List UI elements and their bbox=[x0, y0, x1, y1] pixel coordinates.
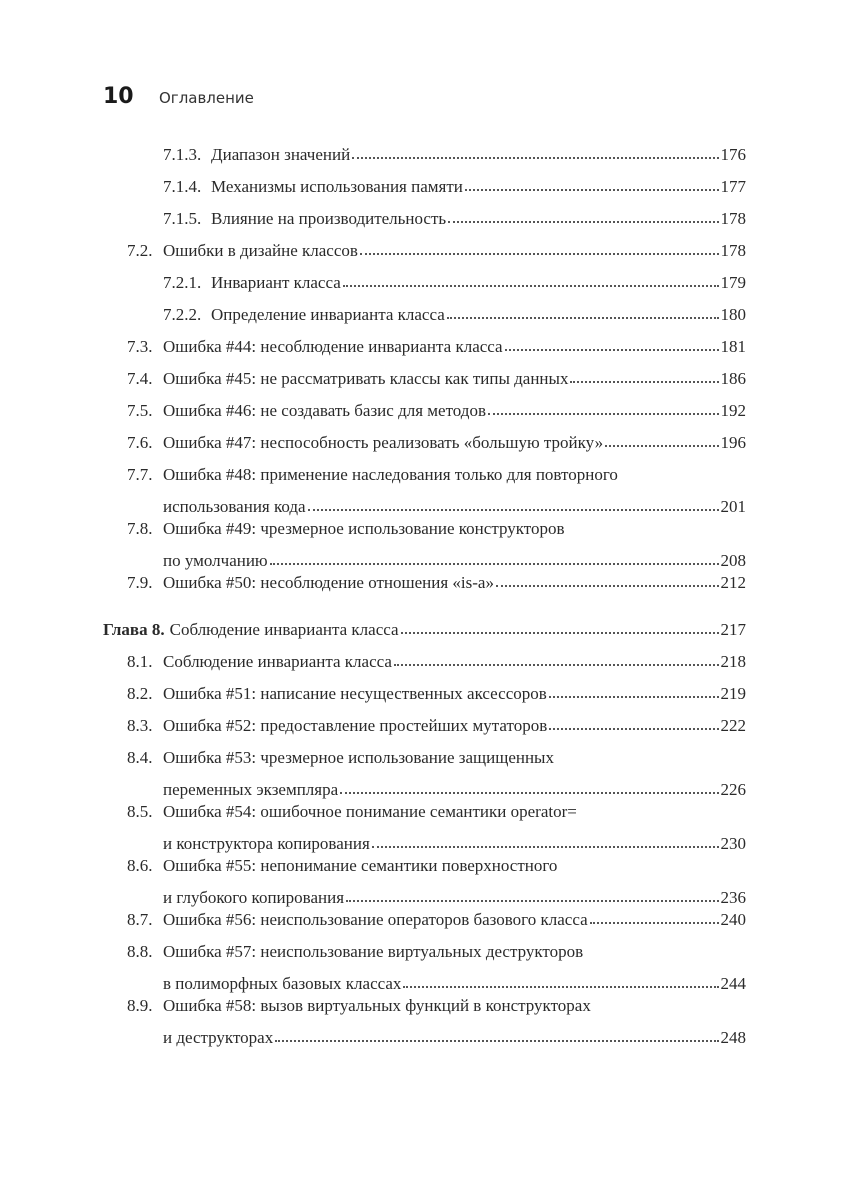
page-reference: 244 bbox=[720, 974, 746, 993]
page-reference: 218 bbox=[720, 652, 746, 671]
entry-title: Ошибка #53: чрезмерное использование защищенных bbox=[163, 748, 554, 767]
entry-title: Инвариант класса bbox=[211, 273, 341, 292]
chapter-label: Глава 8. bbox=[103, 620, 165, 639]
dot-leader bbox=[308, 500, 719, 512]
toc-entry[interactable] bbox=[103, 368, 746, 390]
entry-title: Соблюдение инварианта класса bbox=[163, 652, 392, 671]
entry-title: Ошибка #52: предоставление простейших мутаторов bbox=[163, 716, 548, 735]
section-number: 7.8. bbox=[127, 519, 153, 538]
entry-title: Соблюдение инварианта класса bbox=[169, 620, 399, 639]
entry-title: и конструктора копирования bbox=[163, 834, 370, 853]
dot-leader bbox=[447, 308, 719, 320]
toc-entry[interactable] bbox=[103, 208, 746, 230]
section-number: 7.7. bbox=[127, 465, 153, 484]
toc-entry[interactable] bbox=[103, 715, 746, 737]
page-reference: 236 bbox=[720, 888, 746, 907]
page-reference: 201 bbox=[720, 497, 746, 516]
dot-leader bbox=[346, 891, 718, 903]
toc-entry[interactable] bbox=[103, 304, 746, 326]
entry-title: Определение инварианта класса bbox=[211, 305, 445, 324]
section-number: 8.2. bbox=[127, 684, 153, 703]
page-reference: 178 bbox=[720, 241, 746, 260]
section-number: 7.5. bbox=[127, 401, 153, 420]
dot-leader bbox=[394, 655, 719, 667]
dot-leader bbox=[403, 977, 718, 989]
section-number: 7.9. bbox=[127, 573, 153, 592]
entry-title: Влияние на производительность bbox=[211, 209, 447, 228]
entry-title: Ошибка #57: неиспользование виртуальных деструкторов bbox=[163, 942, 584, 961]
dot-leader bbox=[352, 148, 718, 160]
page-reference: 248 bbox=[720, 1028, 746, 1047]
entry-title: Ошибка #44: несоблюдение инварианта класса bbox=[163, 337, 503, 356]
section-number: 8.1. bbox=[127, 652, 153, 671]
dot-leader bbox=[570, 372, 718, 384]
dot-leader bbox=[401, 623, 719, 635]
dot-leader bbox=[448, 212, 718, 224]
page-reference: 196 bbox=[720, 433, 746, 452]
toc-entry[interactable] bbox=[103, 432, 746, 454]
section-number: 8.6. bbox=[127, 856, 153, 875]
toc-entry[interactable] bbox=[103, 747, 746, 801]
section-number: 7.2. bbox=[127, 241, 153, 260]
page-reference: 186 bbox=[720, 369, 746, 388]
entry-title: Ошибка #46: не создавать базис для методов bbox=[163, 401, 486, 420]
page-reference: 222 bbox=[720, 716, 746, 735]
section-number: 7.2.1. bbox=[163, 273, 202, 292]
dot-leader bbox=[605, 436, 718, 448]
entry-title: Ошибка #48: применение наследования только для повторного bbox=[163, 465, 618, 484]
section-number: 7.2.2. bbox=[163, 305, 202, 324]
dot-leader bbox=[465, 180, 719, 192]
page-reference: 180 bbox=[720, 305, 746, 324]
entry-title: и деструкторах bbox=[163, 1028, 274, 1047]
entry-title: Ошибка #49: чрезмерное использование конструкторов bbox=[163, 519, 565, 538]
entry-title: переменных экземпляра bbox=[163, 780, 339, 799]
entry-title: Ошибка #58: вызов виртуальных функций в конструкторах bbox=[163, 996, 591, 1015]
section-number: 7.3. bbox=[127, 337, 153, 356]
toc-entry[interactable] bbox=[103, 855, 746, 909]
toc-entry[interactable] bbox=[103, 941, 746, 995]
page-reference: 240 bbox=[720, 910, 746, 929]
dot-leader bbox=[549, 719, 718, 731]
dot-leader bbox=[360, 244, 719, 256]
toc-entry[interactable] bbox=[103, 400, 746, 422]
dot-leader bbox=[496, 576, 719, 588]
entry-title: и глубокого копирования bbox=[163, 888, 345, 907]
entry-title: Диапазон значений bbox=[211, 145, 351, 164]
entry-title: Ошибка #51: написание несущественных аксессоров bbox=[163, 684, 547, 703]
section-number: 8.4. bbox=[127, 748, 153, 767]
section-number: 7.1.4. bbox=[163, 177, 202, 196]
page-reference: 178 bbox=[720, 209, 746, 228]
entry-title: Ошибка #54: ошибочное понимание семантики operator= bbox=[163, 802, 577, 821]
section-number: 7.4. bbox=[127, 369, 153, 388]
page-reference: 217 bbox=[720, 620, 746, 639]
dot-leader bbox=[590, 913, 719, 925]
toc-entry[interactable] bbox=[103, 272, 746, 294]
page-reference: 181 bbox=[720, 337, 746, 356]
section-number: 8.7. bbox=[127, 910, 153, 929]
running-head bbox=[103, 84, 254, 109]
dot-leader bbox=[275, 1031, 718, 1043]
section-title: Оглавление bbox=[159, 89, 254, 107]
entry-title: в полиморфных базовых классах bbox=[163, 974, 402, 993]
page-reference: 230 bbox=[720, 834, 746, 853]
toc-entry[interactable] bbox=[103, 464, 746, 518]
entry-title: Ошибка #45: не рассматривать классы как типы данных bbox=[163, 369, 569, 388]
entry-title: Ошибка #47: неспособность реализовать «большую тройку» bbox=[163, 433, 604, 452]
dot-leader bbox=[505, 340, 719, 352]
page-reference: 208 bbox=[720, 551, 746, 570]
toc-entry[interactable] bbox=[103, 995, 746, 1049]
section-number: 7.1.5. bbox=[163, 209, 202, 228]
toc-entry[interactable] bbox=[103, 572, 746, 594]
page-reference: 212 bbox=[720, 573, 746, 592]
section-number: 7.6. bbox=[127, 433, 153, 452]
page-reference: 219 bbox=[720, 684, 746, 703]
dot-leader bbox=[372, 837, 719, 849]
toc-entry[interactable] bbox=[103, 336, 746, 358]
page-reference: 179 bbox=[720, 273, 746, 292]
section-number: 8.9. bbox=[127, 996, 153, 1015]
dot-leader bbox=[270, 554, 719, 566]
page-reference: 192 bbox=[720, 401, 746, 420]
page-reference: 176 bbox=[720, 145, 746, 164]
entry-title: Ошибка #55: непонимание семантики поверхностного bbox=[163, 856, 558, 875]
toc-entry[interactable] bbox=[103, 144, 746, 166]
entry-title: Механизмы использования памяти bbox=[211, 177, 463, 196]
toc-entry[interactable] bbox=[103, 651, 746, 673]
dot-leader bbox=[340, 783, 718, 795]
page-reference: 226 bbox=[720, 780, 746, 799]
entry-title: Ошибка #56: неиспользование операторов базового класса bbox=[163, 910, 588, 929]
toc-entry[interactable] bbox=[103, 683, 746, 705]
toc-entry[interactable] bbox=[103, 909, 746, 931]
toc-entry[interactable] bbox=[103, 176, 746, 198]
section-number: 7.1.3. bbox=[163, 145, 202, 164]
page-reference: 177 bbox=[720, 177, 746, 196]
toc-entry[interactable] bbox=[103, 619, 746, 641]
section-number: 8.5. bbox=[127, 802, 153, 821]
page-number: 10 bbox=[103, 84, 134, 109]
entry-title: Ошибка #50: несоблюдение отношения «is-a» bbox=[163, 573, 494, 592]
entry-title: по умолчанию bbox=[163, 551, 268, 570]
section-number: 8.3. bbox=[127, 716, 153, 735]
dot-leader bbox=[488, 404, 719, 416]
dot-leader bbox=[343, 276, 719, 288]
entry-title: Ошибки в дизайне классов bbox=[163, 241, 358, 260]
entry-title: использования кода bbox=[163, 497, 306, 516]
toc-entry[interactable] bbox=[103, 801, 746, 855]
toc-entry[interactable] bbox=[103, 240, 746, 262]
toc-entry[interactable] bbox=[103, 518, 746, 572]
dot-leader bbox=[549, 687, 719, 699]
section-number: 8.8. bbox=[127, 942, 153, 961]
